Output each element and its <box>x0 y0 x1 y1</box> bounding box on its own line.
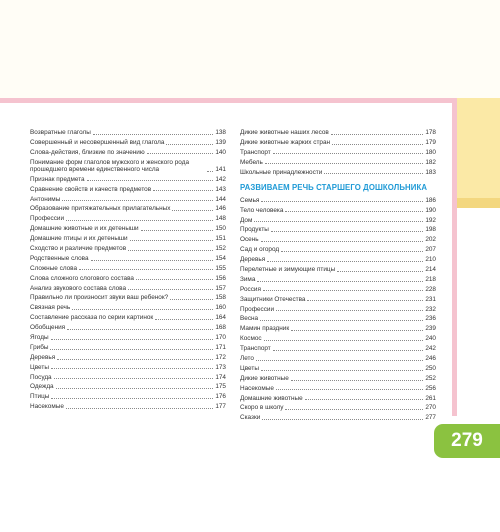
toc-entry-page: 242 <box>425 345 436 353</box>
toc-entry <box>30 403 226 410</box>
toc-entry-title: Сравнение свойств и качеств предметов <box>30 185 152 193</box>
toc-entry <box>30 275 226 282</box>
toc-entry <box>240 325 436 332</box>
dot-leader <box>51 398 213 399</box>
toc-entry-page: 192 <box>425 216 436 224</box>
dot-leader <box>264 340 424 341</box>
toc-entry-title: Слова-действия, близкие по значению <box>30 148 145 156</box>
dot-leader <box>285 211 423 212</box>
toc-entry <box>240 217 436 224</box>
toc-entry-page: 164 <box>215 314 226 322</box>
toc-entry <box>30 393 226 400</box>
toc-entry <box>240 159 436 166</box>
dot-leader <box>276 389 423 390</box>
dot-leader <box>66 408 213 409</box>
toc-entry-page: 152 <box>215 245 226 252</box>
dot-leader <box>291 380 424 381</box>
toc-entry <box>30 139 226 146</box>
toc-entry <box>240 139 436 146</box>
toc-entry <box>30 245 226 252</box>
toc-entry-title: Ягоды <box>30 334 49 342</box>
dot-leader <box>72 309 213 310</box>
toc-entry <box>240 246 436 253</box>
toc-entry-page: 158 <box>215 294 226 302</box>
toc-entry <box>240 355 436 362</box>
toc-entry-title: Совершенный и несовершенный вид глагола <box>30 138 165 146</box>
toc-entry-page: 168 <box>215 324 226 332</box>
toc-entry-title: Сложные слова <box>30 264 78 272</box>
toc-entry <box>30 225 226 232</box>
toc-entry-title: Домашние птицы и их детеныши <box>30 235 128 243</box>
dot-leader <box>93 134 214 135</box>
yellow-tab <box>457 98 500 198</box>
toc-entry <box>30 235 226 242</box>
dot-leader <box>257 281 423 282</box>
toc-entry <box>240 149 436 156</box>
toc-entry-page: 182 <box>425 158 436 166</box>
toc-entry-title: Родственные слова <box>30 254 89 262</box>
toc-entry-title: Дом <box>240 216 253 224</box>
page-number: 279 <box>451 430 483 451</box>
toc-entry <box>240 296 436 303</box>
toc-entry <box>30 364 226 371</box>
toc-entry-title: Осень <box>240 236 259 244</box>
toc-entry-title: Образование притяжательных прилагательных <box>30 205 171 213</box>
toc-entry-page: 239 <box>425 325 436 333</box>
toc-entry <box>30 285 226 292</box>
dot-leader <box>153 190 213 191</box>
pink-frame-top <box>0 98 455 103</box>
toc-entry-page: 171 <box>215 343 226 351</box>
toc-entry-title: Школьные принадлежности <box>240 168 323 176</box>
toc-entry-title: Дикие животные <box>240 374 289 382</box>
toc-entry-page: 190 <box>425 206 436 214</box>
dot-leader <box>305 399 424 400</box>
toc-entry <box>30 176 226 183</box>
toc-entry <box>240 365 436 372</box>
toc-entry-title: Цветы <box>30 363 49 371</box>
dot-leader <box>267 261 423 262</box>
toc-entry-page: 172 <box>215 353 226 361</box>
dot-leader <box>51 339 214 340</box>
toc-entry-title: Домашние животные <box>240 394 303 402</box>
toc-entry-page: 214 <box>425 266 436 273</box>
toc-entry <box>30 255 226 262</box>
toc-entry-page: 142 <box>215 175 226 183</box>
dot-leader <box>67 329 213 330</box>
toc-entry <box>240 375 436 382</box>
toc-entry <box>30 304 226 311</box>
toc-entry-title: Космос <box>240 335 262 343</box>
toc-entry <box>240 306 436 313</box>
dot-leader <box>128 250 213 251</box>
toc-entry-title: Домашние животные и их детеныши <box>30 225 139 233</box>
toc-entry <box>240 236 436 243</box>
toc-entry <box>240 129 436 136</box>
toc-entry <box>30 314 226 321</box>
dot-leader <box>260 320 423 321</box>
toc-entry <box>240 197 436 204</box>
dot-leader <box>54 378 214 379</box>
toc-entry-title: Насекомые <box>240 384 274 392</box>
toc-entry-page: 143 <box>215 185 226 193</box>
dot-leader <box>91 260 214 261</box>
toc-entry-title: Связная речь <box>30 304 71 312</box>
dot-leader <box>281 251 423 252</box>
toc-entry <box>30 344 226 351</box>
toc-entry-title: Антонимы <box>30 195 61 203</box>
toc-entry-page: 218 <box>425 275 436 283</box>
toc-right-column <box>240 129 436 424</box>
toc-entry <box>240 335 436 342</box>
toc-entry-title: Анализ звукового состава слова <box>30 284 127 292</box>
dot-leader <box>207 171 213 172</box>
toc-entry-title: Обобщения <box>30 324 66 332</box>
toc-entry-title: Весна <box>240 315 259 323</box>
toc-entry-title: Лето <box>240 355 254 363</box>
toc-entry-page: 202 <box>425 236 436 244</box>
toc-entry <box>30 205 226 212</box>
toc-entry <box>240 286 436 293</box>
dot-leader <box>130 240 214 241</box>
toc-entry-page: 246 <box>425 355 436 363</box>
toc-entry-title: Продукты <box>240 226 269 234</box>
toc-entry-title: Правильно ли произносит звуки ваш ребенок? <box>30 294 169 302</box>
toc-entry-page: 156 <box>215 274 226 282</box>
dot-leader <box>50 349 213 350</box>
toc-entry <box>30 294 226 301</box>
toc-entry-page: 139 <box>215 138 226 146</box>
dot-leader <box>147 153 214 154</box>
toc-entry-page: 174 <box>215 373 226 381</box>
toc-entry <box>30 196 226 203</box>
toc-entry-page: 155 <box>215 264 226 272</box>
toc-entry-page: 186 <box>425 196 436 204</box>
toc-entry-page: 154 <box>215 254 226 262</box>
toc-entry-page: 256 <box>425 384 436 392</box>
toc-entry-page: 170 <box>215 334 226 342</box>
toc-entry-title: Деревья <box>30 353 56 361</box>
toc-entry-page: 270 <box>425 404 436 412</box>
toc-entry <box>30 129 226 136</box>
toc-entry-title: Транспорт <box>240 148 271 156</box>
dot-leader <box>51 368 213 369</box>
toc-entry <box>240 385 436 392</box>
toc-entry-page: 210 <box>425 256 436 264</box>
dot-leader <box>261 201 423 202</box>
dot-leader <box>79 269 213 270</box>
toc-entry-page: 198 <box>425 226 436 234</box>
dot-leader <box>337 271 423 272</box>
toc-entry-page: 151 <box>215 235 226 243</box>
toc-entry-page: 138 <box>215 129 226 136</box>
toc-entry-page: 183 <box>425 168 436 176</box>
dot-leader <box>263 290 423 291</box>
toc-entry-title: Сад и огород <box>240 246 280 254</box>
toc-entry <box>30 159 226 173</box>
toc-entry-page: 236 <box>425 315 436 323</box>
toc-entry-title: Тело человека <box>240 206 284 214</box>
dot-leader <box>155 319 213 320</box>
dot-leader <box>262 419 423 420</box>
dot-leader <box>271 231 423 232</box>
toc-left-column <box>30 129 226 413</box>
toc-entry <box>240 169 436 176</box>
dot-leader <box>66 220 213 221</box>
toc-entry <box>240 207 436 214</box>
toc-entry-page: 250 <box>425 364 436 372</box>
dot-leader <box>265 163 423 164</box>
toc-entry-title: Слова сложного слогового состава <box>30 274 134 282</box>
toc-entry <box>30 324 226 331</box>
toc-entry-title: Скоро в школу <box>240 404 284 412</box>
dot-leader <box>291 330 423 331</box>
toc-entry <box>240 404 436 411</box>
toc-entry-title: Птицы <box>30 393 50 401</box>
toc-entry-title: Составление рассказа по серии картинок <box>30 314 154 322</box>
toc-entry <box>240 226 436 233</box>
toc-entry-page: 240 <box>425 335 436 343</box>
toc-entry-title: Цветы <box>240 364 259 372</box>
toc-entry-page: 207 <box>425 246 436 254</box>
dot-leader <box>261 370 423 371</box>
yellow-tab-lower <box>457 198 500 208</box>
toc-entry-title: Транспорт <box>240 345 271 353</box>
toc-entry-title: Мамин праздник <box>240 325 290 333</box>
dot-leader <box>332 144 423 145</box>
toc-entry-title: Сходство и различие предметов <box>30 245 127 252</box>
toc-entry <box>30 383 226 390</box>
toc-entry-title: Признак предмета <box>30 175 85 183</box>
page-top-margin <box>0 0 500 98</box>
toc-entry <box>240 345 436 352</box>
toc-entry-page: 252 <box>425 374 436 382</box>
dot-leader <box>128 289 213 290</box>
toc-entry-title: Деревья <box>240 256 266 264</box>
dot-leader <box>172 210 213 211</box>
toc-entry-title: Грибы <box>30 343 49 351</box>
toc-entry <box>240 276 436 283</box>
toc-entry <box>30 149 226 156</box>
toc-entry-page: 177 <box>215 403 226 411</box>
toc-entry <box>30 186 226 193</box>
toc-entry-page: 228 <box>425 285 436 293</box>
dot-leader <box>62 200 213 201</box>
toc-entry-page: 140 <box>215 148 226 156</box>
dot-leader <box>324 173 423 174</box>
dot-leader <box>56 388 214 389</box>
toc-entry-page: 178 <box>425 129 436 136</box>
toc-entry-page: 157 <box>215 284 226 292</box>
section-heading: РАЗВИВАЕМ РЕЧЬ СТАРШЕГО ДОШКОЛЬНИКА <box>240 182 428 192</box>
toc-entry-page: 175 <box>215 383 226 391</box>
dot-leader <box>273 350 424 351</box>
toc-entry-title: Россия <box>240 285 261 293</box>
toc-entry-title: Возвратные глаголы <box>30 129 91 136</box>
toc-entry-page: 231 <box>425 295 436 303</box>
dot-leader <box>166 144 213 145</box>
toc-entry-title: Сказки <box>240 414 261 422</box>
toc-right-top-list <box>240 129 436 176</box>
toc-entry-page: 277 <box>425 414 436 422</box>
dot-leader <box>256 360 423 361</box>
toc-entry <box>30 374 226 381</box>
toc-entry-title: Дикие животные наших лесов <box>240 129 329 136</box>
dot-leader <box>331 134 424 135</box>
dot-leader <box>254 221 423 222</box>
toc-entry-title: Профессии <box>240 305 275 313</box>
toc-entry-page: 173 <box>215 363 226 371</box>
dot-leader <box>87 180 214 181</box>
dot-leader <box>273 153 424 154</box>
toc-entry-title: Посуда <box>30 373 52 381</box>
dot-leader <box>170 299 213 300</box>
toc-entry-title: Одежда <box>30 383 54 391</box>
toc-entry <box>240 266 436 273</box>
toc-entry <box>30 354 226 361</box>
toc-entry-page: 176 <box>215 393 226 401</box>
toc-entry <box>240 414 436 421</box>
toc-entry-title: Перелетные и зимующие птицы <box>240 266 336 273</box>
dot-leader <box>141 230 214 231</box>
toc-right-bottom-list <box>240 197 436 422</box>
toc-entry <box>240 315 436 322</box>
toc-entry-page: 180 <box>425 148 436 156</box>
toc-entry <box>30 334 226 341</box>
toc-entry <box>240 256 436 263</box>
toc-entry-title: Зима <box>240 275 256 283</box>
toc-entry-title: Семья <box>240 196 260 204</box>
toc-entry <box>30 215 226 222</box>
dot-leader <box>136 279 213 280</box>
toc-entry-page: 146 <box>215 205 226 213</box>
toc-entry <box>30 265 226 272</box>
toc-entry-page: 141 <box>215 165 226 173</box>
dot-leader <box>261 241 424 242</box>
toc-entry <box>240 395 436 402</box>
toc-entry-page: 144 <box>215 195 226 203</box>
toc-entry-page: 179 <box>425 138 436 146</box>
toc-entry-page: 150 <box>215 225 226 233</box>
toc-entry-title: Защитники Отечества <box>240 295 306 303</box>
toc-entry-page: 232 <box>425 305 436 313</box>
toc-entry-page: 160 <box>215 304 226 312</box>
toc-entry-title: Профессии <box>30 215 65 223</box>
dot-leader <box>276 310 423 311</box>
dot-leader <box>285 409 423 410</box>
toc-entry-title: Понимание форм глаголов мужского и женского рода прошедшего времени единственного числа <box>30 158 189 173</box>
dot-leader <box>307 300 423 301</box>
dot-leader <box>57 359 213 360</box>
toc-entry-title: Мебель <box>240 158 263 166</box>
toc-entry-title: Дикие животные жарких стран <box>240 138 331 146</box>
toc-entry-page: 148 <box>215 215 226 223</box>
toc-entry-page: 261 <box>425 394 436 402</box>
toc-entry-title: Насекомые <box>30 403 64 411</box>
